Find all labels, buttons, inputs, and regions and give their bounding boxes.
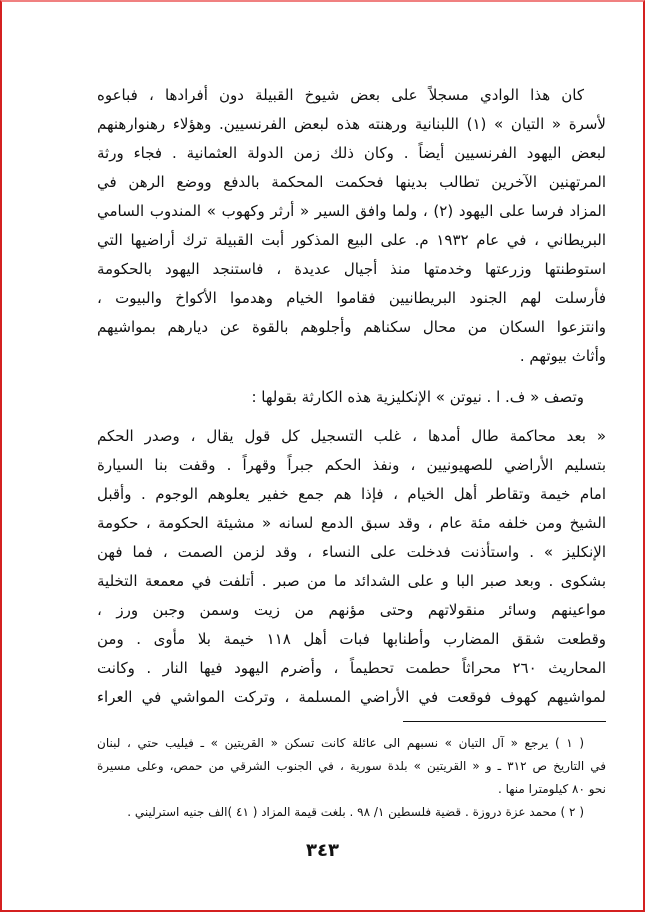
- quote-line: وقطعت شقق المضارب وأطنابها فبات أهل ١١٨ خيمة بلا مأوى . ومن: [97, 630, 606, 648]
- footnote-line: ( ٢ ) محمد عزة دروزة . قضية فلسطين ١/ ٩٨ . بلغت قيمة المزاد ( ٤١ )الف جنيه استرليني .: [127, 805, 584, 819]
- page-number: ٣٤٣: [306, 840, 339, 861]
- quote-line: امام خيمة وتقاطر أهل الخيام ، فإذا هم جمع خفير يعلوهم الوجوم . وأقبل: [97, 485, 606, 503]
- footnotes: [97, 732, 606, 824]
- footnote-line: ( ١ ) يرجع « آل التيان » نسبهم الى عائلة كانت تسكن « القريتين » ـ فيليب حتي ، لبنان: [97, 736, 585, 750]
- text-line: وأثاث بيوتهم .: [519, 347, 606, 365]
- quote-line: « بعد محاكمة طال أمدها ، غلب التسجيل كل قول يقال ، وصدر الحكم: [97, 427, 606, 445]
- text-line: لأسرة « التيان » (١) اللبنانية ورهنته هذه لبعض الفرنسيين. وهؤلاء رهنوارهنهم: [97, 115, 606, 133]
- quote-line: مواعينهم وسائر منقولاتهم وحتى مؤنهم من زيت وسمن وجبن ورز ،: [97, 601, 606, 619]
- text-line: وتصف « ف. ا . نيوتن » الإنكليزية هذه الكارثة بقولها :: [251, 388, 584, 406]
- text-line: البريطاني ، في عام ١٩٣٢ م. على البيع المذكور أبت القبيلة ترك أراضيها التي: [97, 231, 606, 249]
- intro-paragraph: [97, 383, 606, 412]
- text-line: المزاد فرسا على اليهود (٢) ، ولما وافق السير « أرثر وكهوب » المندوب السامي: [97, 202, 606, 220]
- footnote-line: نحو ٨٠ كيلومترا منها .: [497, 782, 606, 796]
- text-line: لبعض اليهود الفرنسيين أيضاً . وكان ذلك زمن الدولة العثمانية . فجاء ورثة: [97, 144, 606, 162]
- quote-line: لمواشيهم كهوف فوقعت في الأراضي المسلمة ، وتركت المواشي في العراء: [97, 688, 606, 706]
- text-line: فأرسلت لهم الجنود البريطانيين فقاموا الخيام وهدموا الأكواخ والبيوت ،: [97, 289, 606, 307]
- text-line: المرتهنين الآخرين تطالب بدينها فحكمت المحكمة بالدفع ووضع الرهن في: [97, 173, 606, 191]
- quote-line: بتسليم الأراضي للصهيونيين ، ونفذ الحكم جبراً وقهراً . وقفت بنا السيارة: [97, 456, 606, 474]
- main-paragraph: [97, 81, 606, 371]
- footnote-divider: [403, 721, 606, 722]
- quote-line: الإنكليز » . واستأذنت فدخلت على النساء ، وقد لزمن الصمت ، فما فهن: [97, 543, 606, 561]
- text-line: كان هذا الوادي مسجلاً على بعض شيوخ القبيلة دون أفرادها ، فباعوه: [97, 86, 584, 104]
- text-line: وانتزعوا السكان من محال سكناهم وأجلوهم بالقوة عن ديارهم بمواشيهم: [97, 318, 606, 336]
- text-line: استوطنتها وزرعتها وخدمتها منذ أجيال عديدة ، فاستنجد اليهود بالحكومة: [97, 260, 606, 278]
- quote-line: الشيخ ومن خلفه مئة عام ، وقد سبق الدمع لسانه « مشيئة الحكومة ، حكومة: [97, 514, 606, 532]
- quote-block: [97, 422, 606, 712]
- quote-line: بشكوى . وبعد صبر البا و على الشدائد ما من صبر . أتلفت في معمعة التخلية: [97, 572, 606, 590]
- footnote-line: في التاريخ ص ٣١٢ ـ و « القريتين » بلدة سورية ، في الجنوب الشرقي من حمص، وعلى مسيرة: [97, 759, 606, 773]
- quote-line: المحاريث ٢٦٠ محراثاً حطمت تحطيماً ، وأضرم اليهود فيها النار . وكانت: [97, 659, 607, 677]
